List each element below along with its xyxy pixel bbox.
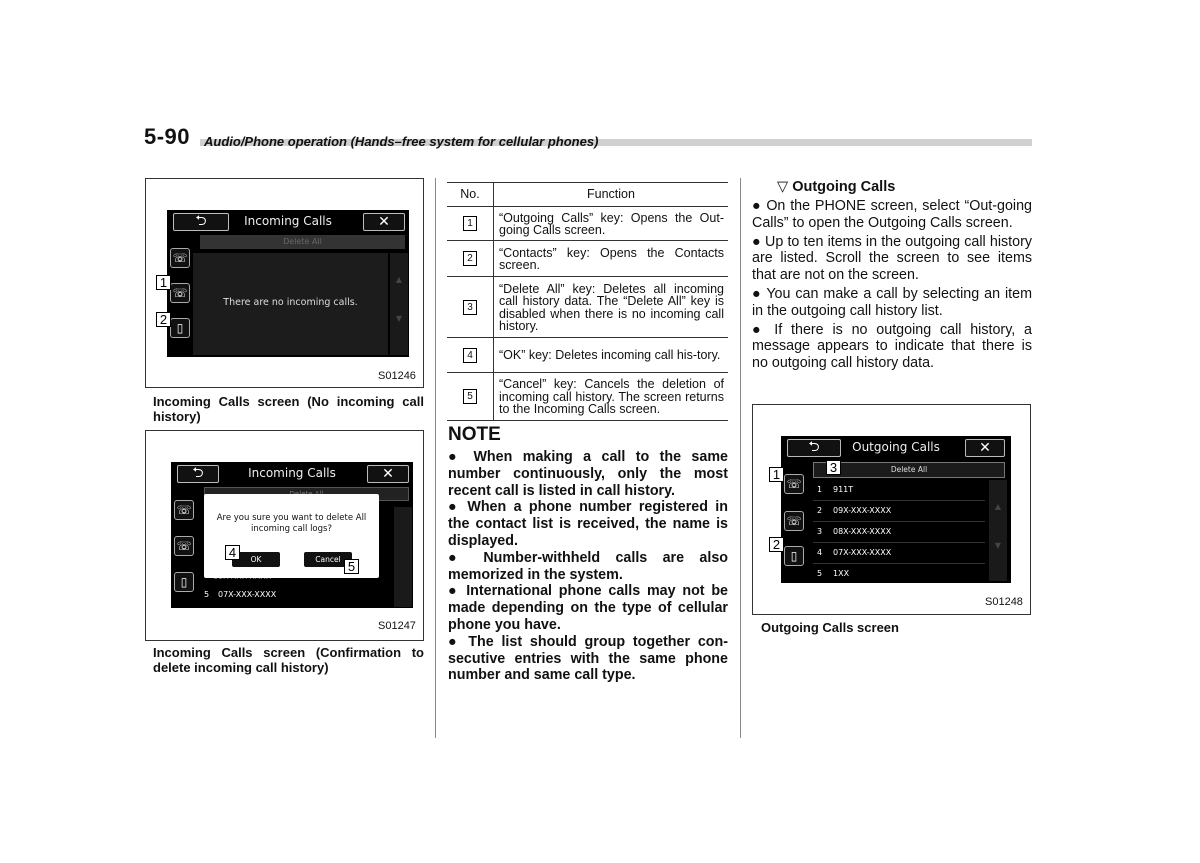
phone-number: 09X-XXX-XXXX: [833, 506, 892, 515]
close-icon: ✕: [979, 440, 991, 456]
scrollbar[interactable]: [390, 253, 408, 355]
row-number: 2: [463, 251, 477, 266]
row-number: 1: [463, 216, 477, 231]
contacts-key[interactable]: [174, 572, 194, 592]
figure-code: S01247: [378, 620, 416, 632]
page-number: 5-90: [144, 124, 191, 149]
list-index: 2: [817, 506, 823, 515]
body-item: ● You can make a call by selecting an item in the outgoing call history list.: [752, 285, 1032, 319]
callout-1: 1: [156, 275, 171, 290]
outgoing-calls-screen: [781, 436, 1011, 583]
incoming-call-icon: ☏: [176, 503, 192, 517]
row-function: “Delete All” key: Deletes all incoming call history data. The “Delete All” key is disabled when there is no incoming call history.: [494, 277, 729, 338]
subsection-title: Outgoing Calls: [792, 179, 896, 195]
callout-5: 5: [344, 559, 359, 574]
body-item: ● On the PHONE screen, select “Out-going Calls” to open the Outgoing Calls screen.: [752, 198, 1032, 231]
phone-icon: ▯: [790, 549, 798, 563]
figure-incoming-confirm: [145, 430, 424, 641]
outgoing-section: [752, 179, 1032, 372]
function-table: [447, 182, 728, 421]
list-index: 3: [817, 527, 823, 536]
figure-incoming-empty: [145, 178, 424, 388]
dialog-message: Are you sure you want to delete All incoming call logs?: [216, 513, 367, 534]
phone-number: 07X-XXX-XXXX: [218, 590, 277, 599]
contacts-key[interactable]: [170, 318, 190, 338]
list-item[interactable]: [204, 590, 394, 599]
figure-code: S01246: [378, 370, 416, 382]
list-item[interactable]: [813, 522, 985, 543]
outgoing-calls-key[interactable]: [170, 283, 190, 303]
body-item: ● Up to ten items in the outgoing call history are listed. Scroll the screen to see items that are not on the screen.: [752, 233, 1032, 284]
close-icon: ✕: [378, 214, 390, 230]
back-button[interactable]: [177, 465, 219, 483]
table-row: [447, 241, 728, 277]
delete-all-button[interactable]: Delete All: [813, 462, 1005, 478]
phone-number: 911T: [833, 485, 854, 494]
list-index: 5: [204, 590, 210, 599]
note-title: NOTE: [448, 424, 501, 445]
row-function: “Cancel” key: Cancels the deletion of incoming call history. The screen returns to the Incoming Calls screen.: [494, 373, 729, 421]
outgoing-call-icon: ☏: [172, 286, 188, 300]
triangle-marker-icon: ▽: [777, 179, 789, 195]
phone-number: 1XX: [833, 569, 850, 578]
back-button[interactable]: [787, 439, 841, 457]
phone-number: 08X-XXX-XXXX: [833, 527, 892, 536]
row-number: 4: [463, 348, 477, 363]
delete-all-button[interactable]: Delete All: [200, 235, 405, 249]
callout-2: 2: [769, 537, 784, 552]
header-no: No.: [447, 183, 494, 207]
scroll-down-icon: ▼: [994, 541, 1002, 550]
incoming-calls-key[interactable]: [170, 248, 190, 268]
callout-4: 4: [225, 545, 240, 560]
note-section: [448, 424, 728, 684]
list-index: 5: [817, 569, 823, 578]
contacts-key[interactable]: [784, 546, 804, 566]
table-row: [447, 373, 728, 421]
phone-icon: ▯: [180, 575, 188, 589]
column-divider: [740, 178, 741, 738]
figure-caption: Incoming Calls screen (No incoming call history): [153, 394, 424, 424]
table-row: [447, 338, 728, 373]
row-number: 3: [463, 300, 477, 315]
incoming-call-icon: ☏: [172, 251, 188, 265]
row-number: 5: [463, 389, 477, 404]
outgoing-call-icon: ☏: [176, 539, 192, 553]
scroll-down-icon: ▼: [395, 314, 403, 323]
call-list-panel: [193, 253, 388, 355]
note-item: ● International phone calls may not be made depending on the type of cellular phone you have.: [448, 583, 729, 633]
row-function: “OK” key: Deletes incoming call his-tory.: [494, 338, 729, 373]
table-header: [447, 183, 728, 207]
outgoing-calls-key[interactable]: [784, 511, 804, 531]
list-item[interactable]: [813, 480, 985, 501]
subsection-heading: [752, 179, 1032, 195]
callout-1: 1: [769, 467, 784, 482]
ok-button[interactable]: OK: [232, 552, 280, 567]
close-icon: ✕: [382, 466, 394, 482]
scroll-up-icon: ▲: [994, 502, 1002, 511]
outgoing-call-icon: ☏: [786, 514, 802, 528]
scroll-up-icon: ▲: [395, 275, 403, 284]
figure-code: S01248: [985, 596, 1023, 608]
list-item[interactable]: [813, 564, 985, 583]
scrollbar[interactable]: [394, 507, 412, 607]
incoming-calls-key[interactable]: [174, 500, 194, 520]
row-function: “Outgoing Calls” key: Opens the Out-going Calls screen.: [494, 207, 729, 241]
scrollbar[interactable]: [989, 480, 1007, 581]
outgoing-calls-key[interactable]: [174, 536, 194, 556]
table-row: [447, 277, 728, 338]
note-item: ● When a phone number registered in the contact list is received, the name is displayed.: [448, 499, 728, 549]
figure-caption: Outgoing Calls screen: [761, 620, 899, 635]
table-row: [447, 207, 728, 241]
list-index: 4: [817, 548, 823, 557]
note-item: ● When making a call to the same number continuously, only the most recent call is listed in call history.: [448, 449, 728, 499]
list-index: 1: [817, 485, 823, 494]
callout-2: 2: [156, 312, 171, 327]
note-item: ● Number-withheld calls are also memorized in the system.: [448, 549, 729, 583]
section-title: Audio/Phone operation (Hands–free system for cellular phones): [204, 134, 599, 149]
phone-number: 07X-XXX-XXXX: [833, 548, 892, 557]
back-arrow-icon: ⮌: [192, 465, 204, 481]
phone-icon: ▯: [176, 321, 184, 335]
screen-title: Incoming Calls: [248, 466, 336, 480]
figure-caption: Incoming Calls screen (Confirmation to delete incoming call history): [153, 645, 424, 675]
cancel-button[interactable]: Cancel: [304, 552, 352, 567]
incoming-calls-screen: [167, 210, 409, 357]
close-button[interactable]: [363, 213, 405, 231]
figure-outgoing: [752, 404, 1031, 615]
empty-message: There are no incoming calls.: [223, 297, 358, 308]
incoming-call-icon: ☏: [786, 477, 802, 491]
list-item[interactable]: [813, 501, 985, 522]
column-divider: [435, 178, 436, 738]
body-item: ● If there is no outgoing call history, a message appears to indicate that there is no outgoing call history data.: [752, 321, 1033, 372]
call-list: [813, 480, 985, 583]
back-arrow-icon: ⮌: [808, 439, 820, 455]
screen-title: Incoming Calls: [244, 214, 332, 228]
screen-title: Outgoing Calls: [852, 440, 940, 454]
close-button[interactable]: [965, 439, 1005, 457]
back-button[interactable]: [173, 213, 229, 231]
back-arrow-icon: ⮌: [195, 213, 207, 229]
header-function: Function: [494, 183, 729, 207]
close-button[interactable]: [367, 465, 409, 483]
incoming-calls-screen: [171, 462, 413, 608]
list-item[interactable]: [813, 543, 985, 564]
callout-3: 3: [826, 460, 841, 475]
row-function: “Contacts” key: Opens the Contacts screen.: [494, 241, 729, 277]
incoming-calls-key[interactable]: [784, 474, 804, 494]
note-item: ● The list should group together con-secutive entries with the same phone number and same call type.: [448, 633, 728, 684]
